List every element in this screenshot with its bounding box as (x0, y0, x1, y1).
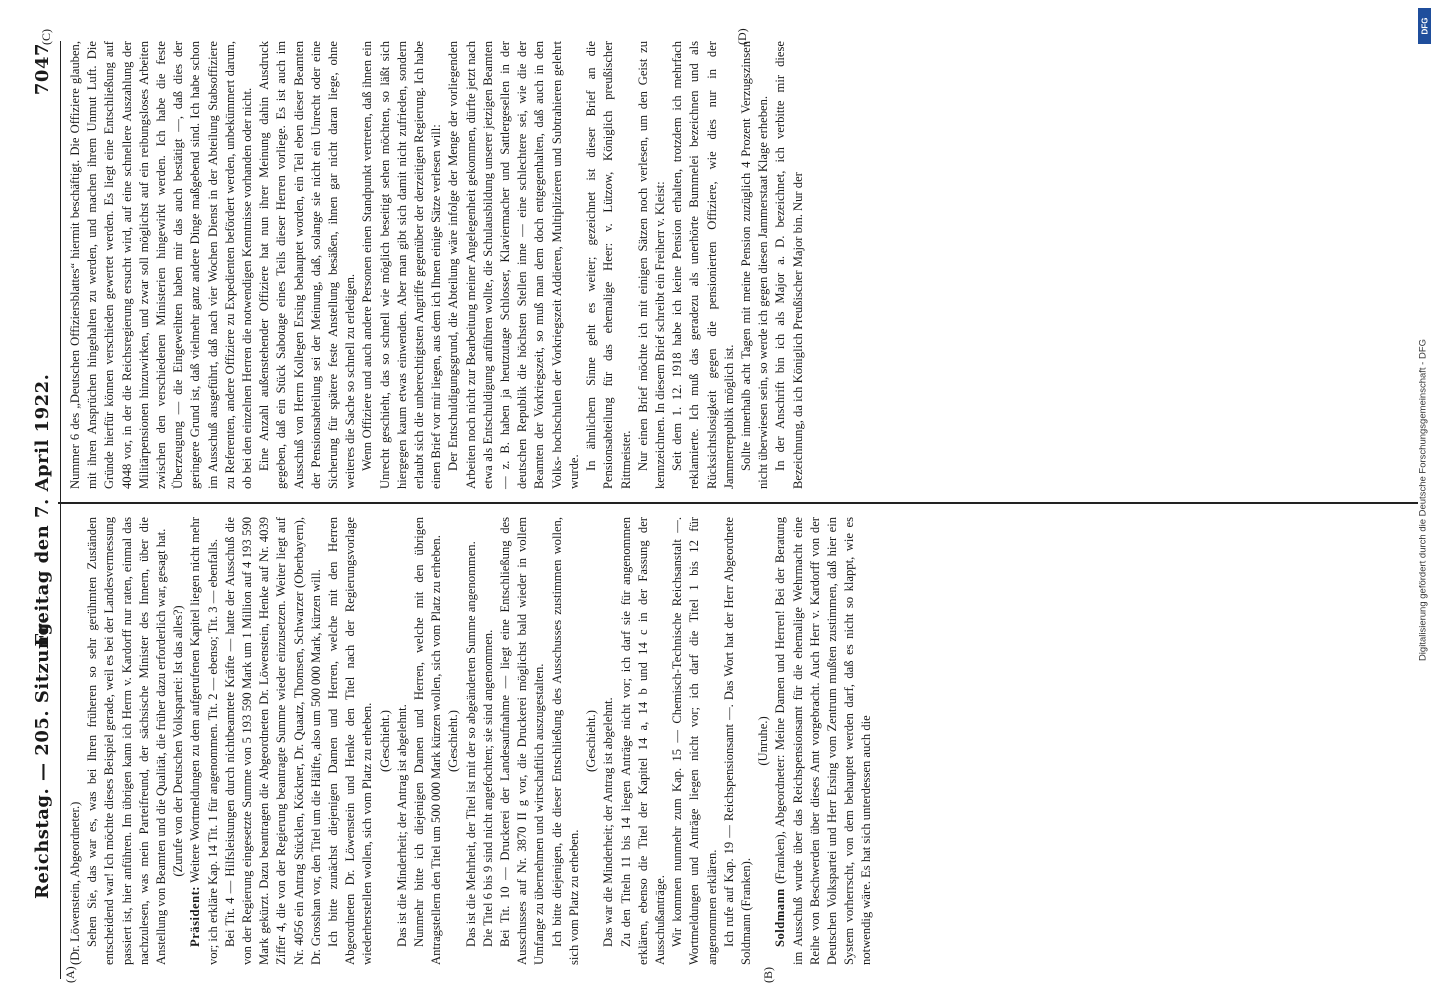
dfg-logo (1418, 8, 1431, 44)
paragraph-text: (Unruhe.) (756, 716, 771, 766)
paragraph-text: (Franken), Abgeordneter: Meine Damen und Herren! Bei der Beratung im Ausschuß wurde über das Reichspensionsamt für die ehemalige Wehrmacht eine Reihe von Beschwerden über dieses Amt vorgebracht. Auch Herr v. Kardorff von der Deutschen Volkspartei und Herr Ersing vom Zentrum mußten zustimmen, daß hier ein System vorherrscht, von dem behauptet werden darf, daß es nicht so klappt, wie es notwendig wäre. Es hat sich unterdessen auch die (773, 517, 874, 965)
paragraph-text: Seit dem 1. 12. 1918 habe ich keine Pension erhalten, trotzdem ich mehrfach reklamierte. Ich muß das geradezu als unerhörte Bummelei bezeichnen und als Rücksichtslosigkeit gegen die pensionierten Offiziere, wie dies nur in der Jammerrepublik möglich ist. (670, 41, 736, 489)
paragraph (325, 517, 377, 965)
paragraph (377, 517, 394, 965)
paragraph-text: In ähnlichem Sinne geht es weiter; gezeichnet ist dieser Brief an die Pensionsabteilung für das ehemalige Heer: v. Lützow, Königlich preußischer Rittmeister. (584, 41, 633, 489)
paragraph-text: Eine Anzahl außenstehender Offiziere hat nun ihrer Meinung dahin Ausdruck gegeben, daß ein Stück Sabotage eines Teils dieser Herren vorliege. Es ist auch im Ausschuß von Herrn Kollegen Ersing behauptet worden, ein Teil eben dieser Beamten der Pensionsabteilung sei der Meinung, daß, solange sie nicht ein Unrecht oder eine Sicherung für spätere feste Anstellung besäßen, ihnen gar nicht daran liege, ohne weiteres die Sache so schnell zu erledigen. (257, 41, 358, 489)
paragraph (67, 517, 84, 965)
paragraph (618, 517, 670, 965)
paragraph (600, 517, 617, 965)
paragraph-text: Ich bitte zunächst diejenigen Damen und Herren, welche mit den Herren Abgeordneten Dr. Löwenstein und Henke den Titel nach der Regierungsvorlage wiederherstellen wollen, sich vom Platz zu erheben. (326, 517, 375, 965)
paragraph (170, 517, 187, 965)
paragraph (721, 517, 755, 965)
paragraph-text: Weitere Wortmeldungen zu dem aufgerufenen Kapitel liegen nicht mehr vor; ich erkläre Kap. 14 Tit. 1 für angenommen. Tit. 2 — ebenso; Tit. 3 — ebenfalls. (188, 517, 220, 965)
margin-marker-a: (A) (63, 966, 77, 983)
paragraph (772, 517, 875, 965)
header-date: Freitag den 7. April 1922. (32, 373, 53, 647)
paragraph (497, 517, 549, 965)
paragraph-text: Das ist die Minderheit; der Antrag ist abgelehnt. (394, 704, 409, 947)
paragraph (635, 41, 669, 489)
paragraph (84, 517, 170, 965)
paragraph (445, 517, 462, 965)
paragraph-text: Nummer 6 des „Deutschen Offiziersblattes“ hiermit beschäftigt. Die Offiziere glauben, mit ihren Ansprüchen hingehalten zu werden, und machen ihrem Unmut Luft. Die Gründe hierfür können verschieden gewertet werden. Es liegt eine Entschließung auf 4048 vor, in der die Reichsregierung ersucht wird, auf eine schnellere Auszahlung der Militärpensionen hinzuwirken, und zwar soll möglichst auf ein reibungsloses Arbeiten zwischen den verschiedenen Ministerien hingewirkt werden. Ich habe die feste Überzeugung — die Eingeweihten haben mir das auch bestätigt —, daß dies der geringere Grund ist, daß vielmehr ganz andere Dinge maßgebend sind. Ich habe schon im Ausschuß ausgeführt, daß nach vier Wochen Dienst in der Abteilung Stabsoffiziere zu Referenten, andere Offiziere zu Expedienten befördert werden, unbekümmert darum, ob bei den einzelnen Herren die notwendigen Kenntnisse vorhanden oder nicht. (68, 41, 255, 489)
paragraph-text: (Geschieht.) (446, 710, 461, 772)
paragraph-text: Ich rufe auf Kap. 19 — Reichspensionsamt —. Das Wort hat der Herr Abgeordnete Soldmann (Franken). (721, 517, 753, 965)
paragraph (359, 41, 445, 489)
paragraph (669, 41, 738, 489)
paragraph (669, 517, 721, 965)
paragraph (222, 517, 325, 965)
paragraph-text: In der Anschrift bin ich als Major a. D. bezeichnet, ich verbitte mir diese Bezeichnung, da ich Königlich Preußischer Major bin. Nur der (773, 41, 805, 489)
dfg-logo-text: DFG (1420, 17, 1429, 35)
paragraph (463, 517, 480, 965)
paragraph (738, 41, 772, 489)
paragraph-text: Der Entschuldigungsgrund, die Abteilung wäre infolge der Menge der vorliegenden Arbeiten noch nicht zur Bearbeitung meiner Angelegenheit gekommen, dürfte jetzt nach etwa als Entschuldigung anführen wollte, die Schulausbildung unserer jetzigen Beamten — z. B. haben ja heutzutage Schlosser, Klaviermacher und Sattlergesellen in der deutschen Republik die höchsten Stellen inne — eine schlechtere sei, wie die der Beamten der Vorkriegszeit, so muß man dem doch entgegenhalten, daß auch in den Volks- hochschulen der Vorkriegszeit Addieren, Multiplizieren und Subtrahieren gelehrt wurde. (446, 41, 581, 489)
paragraph-text: (Geschieht.) (584, 710, 599, 772)
paragraph-text: Nunmehr bitte ich diejenigen Damen und Herren, welche mit den übrigen Antragstellern den Titel um 500 000 Mark kürzen wollen, sich vom Platz zu erheben. (412, 517, 444, 965)
left-column (67, 517, 876, 965)
paragraph (583, 517, 600, 965)
right-column (67, 41, 807, 489)
paragraph-text: (Zurufe von der Deutschen Volkspartei: Ist das alles?) (171, 605, 186, 877)
rotated-page (30, 28, 1420, 985)
paragraph (187, 517, 221, 965)
paragraph (67, 41, 256, 489)
paragraph-text: Nur einen Brief möchte ich mit einigen Sätzen noch verlesen, um den Geist zu kennzeichnen. In diesem Brief schreibt ein Freiherr v. Kleist: (635, 41, 667, 489)
margin-marker-d: (D) (735, 28, 749, 45)
paragraph (411, 517, 445, 965)
margin-marker-c: (C) (39, 29, 53, 45)
paragraph-text: Das war die Minderheit; der Antrag ist abgelehnt. (601, 697, 616, 947)
paragraph (549, 517, 583, 965)
header-session: Reichstag. — 205. Sitzung. (32, 615, 53, 899)
page-header (30, 41, 61, 979)
paragraph-text: (Dr. Löwenstein, Abgeordneter.) (68, 801, 82, 965)
paragraph (480, 517, 497, 965)
paragraph (256, 41, 359, 489)
page-number: 7047 (32, 43, 53, 96)
speaker-name: Soldmann (773, 888, 788, 947)
paragraph-text: Wir kommen nunmehr zum Kap. 15 — Chemisch-Technische Reichsanstalt —. Wortmeldungen und Anträge liegen nicht vor; ich darf die Titel 1 bis 12 für angenommen erklären. (670, 517, 719, 965)
digitization-note (1416, 10, 1430, 990)
paragraph (394, 517, 411, 965)
paragraph-text: Bei Tit. 10 — Druckerei der Landesaufnahme — liegt eine Entschließung des Ausschusses auf Nr. 3870 II g vor, die Druckerei möglichst bald wieder in vollem Umfange zu übernehmen und wirtschaftlich auszugestalten. (498, 517, 547, 965)
paragraph-text: (Geschieht.) (377, 710, 392, 772)
paragraph-text: Sollte innerhalb acht Tagen mit meine Pension zuzüglich 4 Prozent Verzugszinsen nicht überwiesen sein, so werde ich gegen diesen Jammerstaat Klage erheben. (738, 41, 771, 489)
paragraph-text: Bei Tit. 4 — Hilfsleistungen durch nichtbeamtete Kräfte — hatte der Ausschuß die von der Regierung eingesetzte Summe von 5 193 590 Mark um 1 Million auf 4 193 590 Mark gekürzt. Dazu beantragen die Abgeordneten Dr. Löwenstein, Henke auf Nr. 4039 Ziffer 4, die von der Regierung beantragte Summe wieder einzusetzen. Weiter liegt auf Nr. 4056 ein Antrag Stücklen, Köckner, Dr. Quaatz, Thomsen, Schwarzer (Oberbayern), Dr. Grosshan vor, den Titel um die Hälfte, also um 500 000 Mark, kürzen will. (222, 517, 323, 965)
paragraph (772, 41, 806, 489)
paragraph (583, 41, 635, 489)
digitization-note-text: Digitalisierung gefördert durch die Deutsche Forschungsgemeinschaft - DFG (1417, 338, 1429, 662)
paragraph-text: Ich bitte diejenigen, die dieser Entschließung des Ausschusses zustimmen wollen, sich vom Platz zu erheben. (549, 517, 581, 965)
paragraph-text: Die Titel 6 bis 9 sind nicht angefochten; sie sind angenommen. (480, 629, 495, 947)
paragraph (755, 517, 772, 965)
margin-marker-b: (B) (761, 967, 775, 983)
paragraph-text: Wenn Offiziere und auch andere Personen einen Standpunkt vertreten, daß ihnen ein Unrecht geschieht, das so schnell wie möglich beseitigt sehen möchten, so läßt sich hiergegen kaum etwas einwenden. Aber man gibt sich damit nicht zufrieden, sondern erlaubt sich die unberechtigtsten Angriffe gegenüber der derzeitigen Regierung. Ich habe einen Brief vor mir liegen, aus dem ich Ihnen einige Sätze verlesen will: (360, 41, 444, 489)
paragraph (445, 41, 583, 489)
paragraph-text: Das ist die Mehrheit, der Titel ist mit der so abgeänderten Summe angenommen. (463, 541, 478, 947)
paragraph-text: Sehen Sie, das war es, was bei Ihren früheren so sehr gerühmten Zuständen entscheidend war! Ich möchte dieses Beispiel gerade, weil es bei der Landesvermessung passiert ist, hier anführen. Im übrigen kann ich Herrn v. Kardorff nur raten, einmal das nachzulesen, was mein Parteifreund, der sächsische Minister des Innern, über die Anstellung von Beamten und die Qualität, die früher dazu erforderlich war, gesagt hat. (85, 517, 169, 965)
paragraph-text: Zu den Titeln 11 bis 14 liegen Anträge nicht vor; ich darf sie für angenommen erklären, ebenso die Titel der Kapitel 14 a, 14 b und 14 c in der Fassung der Ausschußanträge. (618, 517, 667, 965)
speaker-name: Präsident: (188, 886, 203, 947)
